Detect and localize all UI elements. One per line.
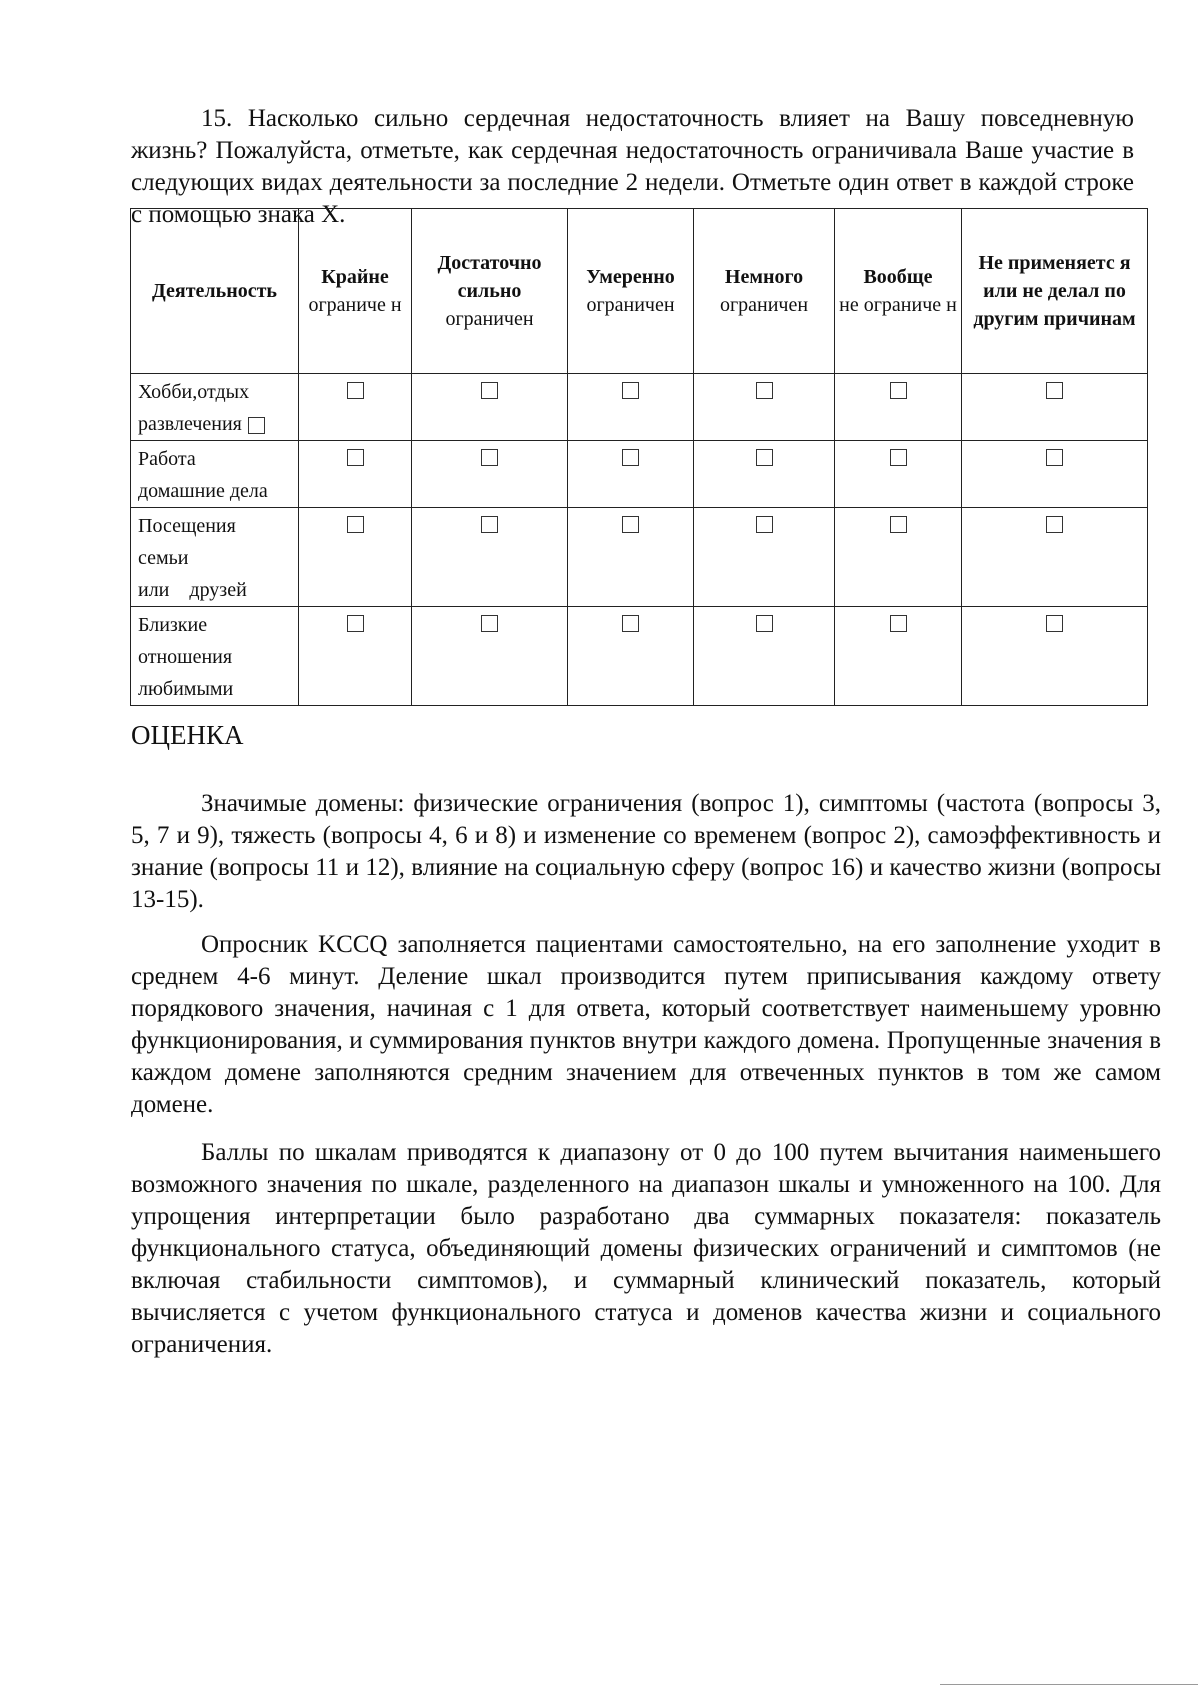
header-activity: Деятельность [131, 209, 299, 374]
checkbox[interactable] [248, 417, 265, 434]
checkbox[interactable] [481, 382, 498, 399]
activity-label: Посещения семьи или друзей [131, 508, 299, 607]
table-row [131, 508, 1148, 607]
header-not-limited: Вообще не ограниче н [835, 209, 962, 374]
activity-label: Хобби,отдых развлечения [131, 374, 299, 441]
checkbox[interactable] [890, 516, 907, 533]
checkbox[interactable] [622, 516, 639, 533]
checkbox[interactable] [756, 449, 773, 466]
checkbox[interactable] [1046, 615, 1063, 632]
checkbox[interactable] [622, 615, 639, 632]
paragraph: Баллы по шкалам приводятся к диапазону от 0 до 100 путем вычитания наименьшего возможного значения по шкале, разделенного на диапазон шкалы и умноженного на 100. Для упрощения интерпретации было разработано два суммарных показателя: показатель функционального статуса, объединяющий домены физических ограничений и симптомов (не включая стабильности симптомов), и суммарный клинический показатель, который вычисляется с учетом функционального статуса и доменов качества жизни и социального ограничения. [131, 1139, 1161, 1358]
header-quite-limited: Достаточно сильно ограничен [412, 209, 568, 374]
checkbox[interactable] [756, 615, 773, 632]
checkbox[interactable] [756, 516, 773, 533]
table-header-row [131, 209, 1148, 374]
checkbox[interactable] [1046, 382, 1063, 399]
paragraph: Значимые домены: физические ограничения (вопрос 1), симптомы (частота (вопросы 3, 5, 7 и 9), тяжесть (вопросы 4, 6 и 8) и изменение со временем (вопрос 2), самоэффективность и знание (вопросы 11 и 12), влияние на социальную сферу (вопрос 16) и качество жизни (вопросы 13-15). [131, 790, 1161, 913]
checkbox[interactable] [1046, 449, 1063, 466]
header-slightly-limited: Немного ограничен [694, 209, 835, 374]
table-row [131, 441, 1148, 508]
checkbox[interactable] [347, 382, 364, 399]
checkbox[interactable] [622, 449, 639, 466]
table-row [131, 607, 1148, 706]
activity-limitation-table [130, 208, 1148, 706]
checkbox[interactable] [622, 382, 639, 399]
checkbox[interactable] [347, 615, 364, 632]
checkbox[interactable] [481, 449, 498, 466]
section-title: ОЦЕНКА [131, 720, 244, 750]
checkbox[interactable] [1046, 516, 1063, 533]
activity-label: Работа домашние дела [131, 441, 299, 508]
checkbox[interactable] [347, 449, 364, 466]
checkbox[interactable] [890, 449, 907, 466]
checkbox[interactable] [890, 615, 907, 632]
checkbox[interactable] [481, 516, 498, 533]
checkbox[interactable] [481, 615, 498, 632]
question-15-text: 15. Насколько сильно сердечная недостаточность влияет на Вашу повседневную жизнь? Пожалуйста, отметьте, как сердечная недостаточность ограничивала Ваше участие в следующих видах деятельности за последние 2 недели. Отметьте один ответ в каждой строке с помощью знака X. [131, 105, 1134, 228]
bottom-rule [940, 1684, 1198, 1685]
checkbox[interactable] [756, 382, 773, 399]
activity-label: Близкие отношения любимыми [131, 607, 299, 706]
header-not-applicable: Не применяетс я или не делал по другим причинам [962, 209, 1148, 374]
checkbox[interactable] [890, 382, 907, 399]
header-moderately-limited: Умеренно ограничен [568, 209, 694, 374]
table-row [131, 374, 1148, 441]
paragraph: Опросник KCCQ заполняется пациентами самостоятельно, на его заполнение уходит в среднем 4-6 минут. Деление шкал производится путем приписывания каждому ответу порядкового значения, начиная с 1 для ответа, который соответствует наименьшему уровню функционирования, и суммирования пунктов внутри каждого домена. Пропущенные значения в каждом домене заполняются средним значением для отвеченных пунктов в том же самом домене. [131, 931, 1161, 1118]
header-extremely-limited: Крайне ограниче н [299, 209, 412, 374]
checkbox[interactable] [347, 516, 364, 533]
